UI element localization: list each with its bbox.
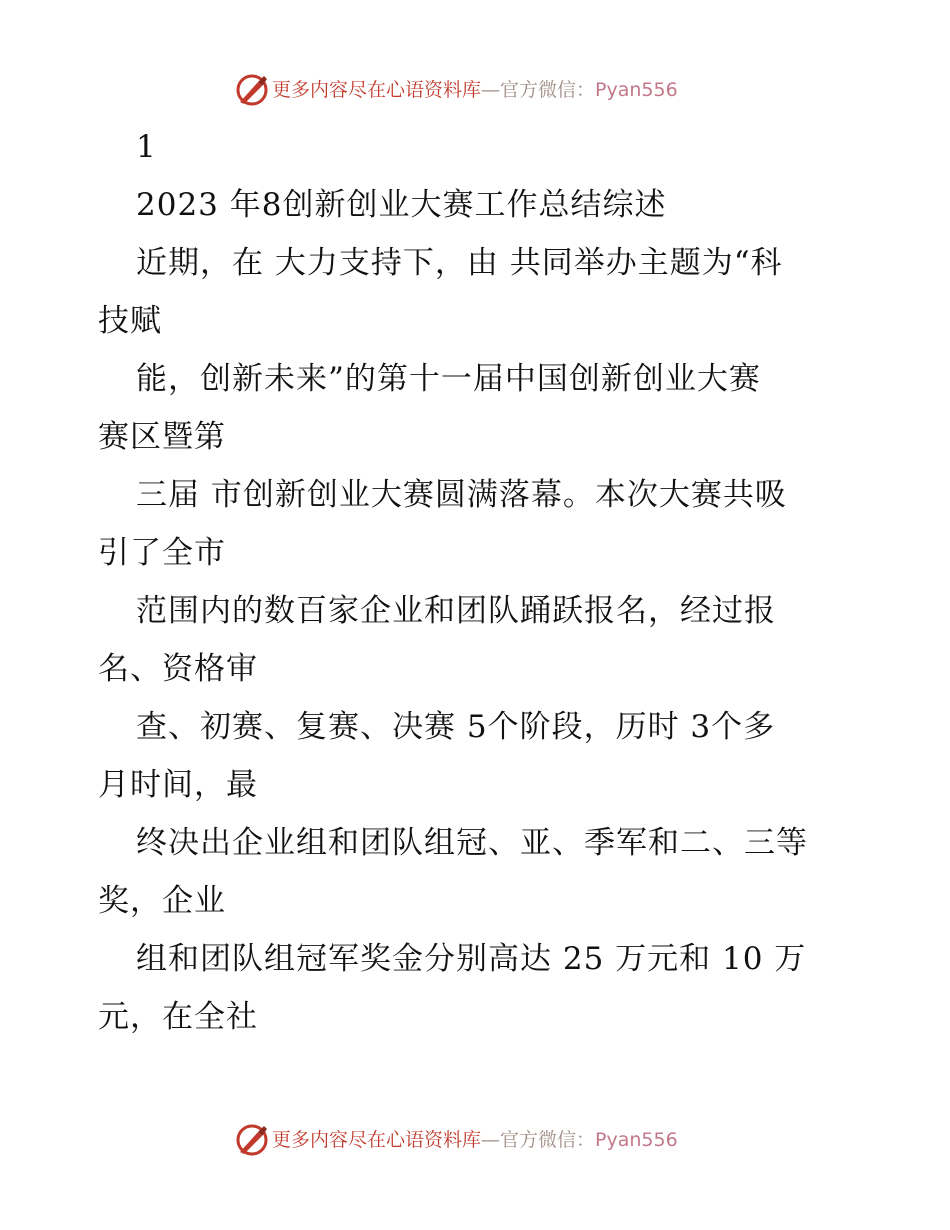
header-banner [0,70,950,110]
document-title: 2023 年8创新创业大赛工作总结综述 [136,187,667,223]
text-line: 范围内的数百家企业和团队踊跃报名，经过报 [136,593,776,629]
text-line: 查、初赛、复赛、决赛 5个阶段，历时 3个多 [136,709,776,745]
text-line: 终决出企业组和团队组冠、亚、季军和二、三等 [136,825,808,861]
footer-banner [0,1120,950,1160]
text-line: 三届 市创新创业大赛圆满落幕。本次大赛共吸 [136,477,787,513]
text-line: 引了全市 [98,535,226,571]
banner-contact-label: 官方微信： [500,79,596,101]
pen-circle-logo-icon [234,72,270,108]
text-line: 技赋 [98,303,162,339]
banner-text [272,78,678,102]
banner-contact-id: Pyan556 [595,79,678,101]
banner-dash: — [481,79,501,101]
text-line: 能，创新未来”的第十一届中国创新创业大赛 [136,361,761,397]
text-line: 近期，在 大力支持下，由 共同举办主题为“科 [136,245,783,281]
text-line: 元，在全社 [98,999,258,1035]
text-line: 月时间，最 [98,767,258,803]
text-line: 奖，企业 [98,883,226,919]
banner-main-text: 更多内容尽在心语资料库 [272,1129,482,1151]
text-line: 名、资格审 [98,651,258,687]
banner-main-text: 更多内容尽在心语资料库 [272,79,482,101]
banner-contact-id: Pyan556 [595,1129,678,1151]
document-body [98,118,858,1046]
banner-dash: — [481,1129,501,1151]
text-line: 赛区暨第 [98,419,226,455]
page-number: 1 [136,129,157,165]
banner-text [272,1128,678,1152]
banner-contact-label: 官方微信： [500,1129,596,1151]
pen-circle-logo-icon [234,1122,270,1158]
text-line: 组和团队组冠军奖金分别高达 25 万元和 10 万 [136,941,807,977]
